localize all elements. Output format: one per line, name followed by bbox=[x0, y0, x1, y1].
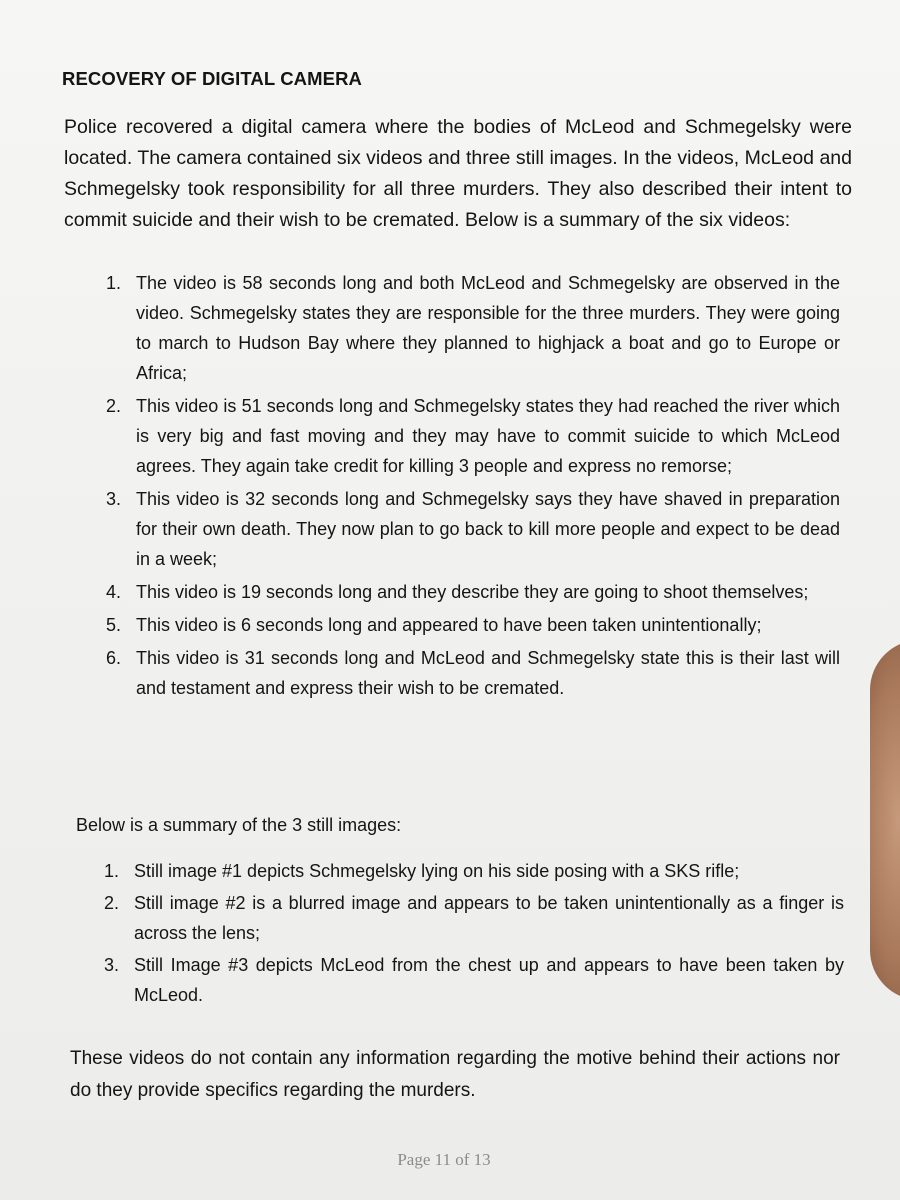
list-item-text: This video is 31 seconds long and McLeod and Schmegelsky state this is their last will and testament and express their wish to be cremated. bbox=[136, 648, 840, 698]
list-item bbox=[104, 888, 844, 948]
list-number: 5. bbox=[106, 615, 122, 635]
page-number-footer: Page 11 of 13 bbox=[397, 1150, 491, 1169]
list-number: 6. bbox=[106, 648, 122, 668]
stills-intro: Below is a summary of the 3 still images: bbox=[76, 815, 402, 835]
list-item-text: This video is 19 seconds long and they describe they are going to shoot themselves; bbox=[136, 582, 809, 602]
list-number: 1. bbox=[104, 861, 120, 881]
list-item bbox=[104, 856, 844, 886]
still-image-list bbox=[104, 856, 844, 1012]
closing-paragraph: These videos do not contain any information regarding the motive behind their actions nor do they provide specifics regarding the murders. bbox=[70, 1048, 840, 1101]
list-item bbox=[106, 643, 840, 703]
list-item bbox=[106, 610, 840, 640]
list-number: 2. bbox=[106, 396, 122, 416]
list-item-text: The video is 58 seconds long and both McLeod and Schmegelsky are observed in the video. Schmegelsky states they are responsible for the three murders. They were going to march to Hudson Bay where they planned to highjack a boat and go to Europe or Africa; bbox=[136, 273, 840, 383]
list-item-text: Still image #1 depicts Schmegelsky lying on his side posing with a SKS rifle; bbox=[134, 861, 740, 881]
list-item bbox=[104, 950, 844, 1010]
list-item bbox=[106, 484, 840, 574]
list-number: 2. bbox=[104, 893, 120, 913]
list-item bbox=[106, 577, 840, 607]
intro-paragraph: Police recovered a digital camera where the bodies of McLeod and Schmegelsky were located. The camera contained six videos and three still images. In the videos, McLeod and Schmegelsky took responsibility for all three murders. They also described their intent to commit suicide and their wish to be cremated. Below is a summary of the six videos: bbox=[64, 116, 852, 231]
list-item-text: This video is 51 seconds long and Schmegelsky states they had reached the river which is very big and fast moving and they may have to commit suicide to which McLeod agrees. They again take credit for killing 3 people and express no remorse; bbox=[136, 396, 840, 476]
list-number: 1. bbox=[106, 273, 122, 293]
list-item bbox=[106, 268, 840, 388]
list-number: 3. bbox=[106, 489, 122, 509]
list-item-text: This video is 32 seconds long and Schmegelsky says they have shaved in preparation for their own death. They now plan to go back to kill more people and expect to be dead in a week; bbox=[136, 489, 840, 569]
list-item-text: This video is 6 seconds long and appeared to have been taken unintentionally; bbox=[136, 615, 762, 635]
list-number: 3. bbox=[104, 955, 120, 975]
section-heading: RECOVERY OF DIGITAL CAMERA bbox=[62, 68, 362, 89]
list-item-text: Still image #2 is a blurred image and appears to be taken unintentionally as a finger is across the lens; bbox=[134, 893, 844, 943]
list-item-text: Still Image #3 depicts McLeod from the chest up and appears to have been taken by McLeod. bbox=[134, 955, 844, 1005]
video-summary-list bbox=[106, 268, 840, 706]
list-item bbox=[106, 391, 840, 481]
list-number: 4. bbox=[106, 582, 122, 602]
